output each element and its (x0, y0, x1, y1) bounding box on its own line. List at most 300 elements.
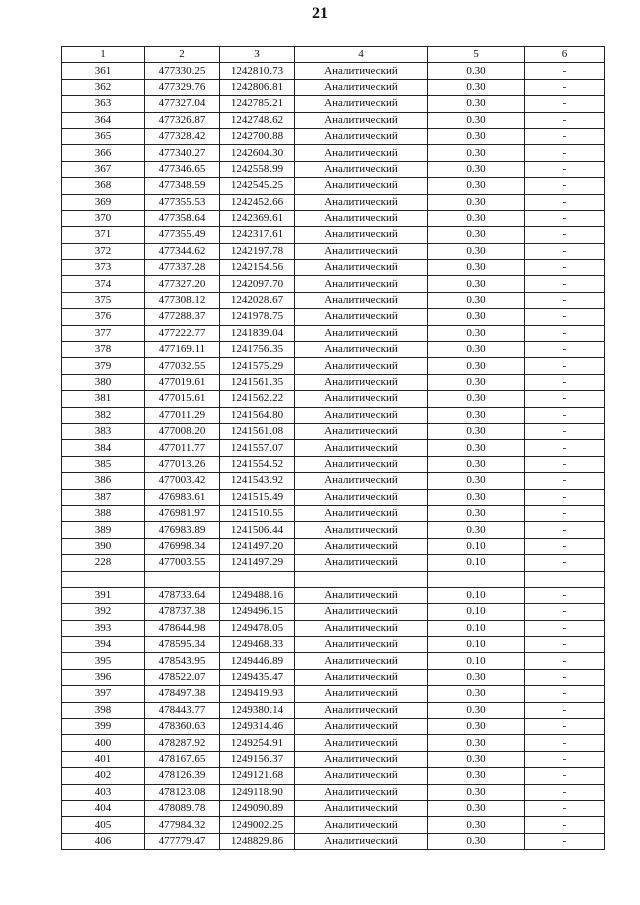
note-cell: - (525, 538, 605, 554)
y-coordinate-cell: 1248829.86 (220, 833, 295, 849)
x-coordinate-cell: 477355.49 (145, 227, 220, 243)
point-number-cell (62, 571, 145, 587)
table-row (62, 423, 605, 439)
point-number-cell: 369 (62, 194, 145, 210)
method-cell: Аналитический (295, 145, 428, 161)
accuracy-cell: 0.30 (428, 325, 525, 341)
point-number-cell: 399 (62, 719, 145, 735)
note-cell: - (525, 833, 605, 849)
method-cell: Аналитический (295, 555, 428, 571)
method-cell: Аналитический (295, 604, 428, 620)
method-cell: Аналитический (295, 702, 428, 718)
x-coordinate-cell: 477344.62 (145, 243, 220, 259)
x-coordinate-cell: 477355.53 (145, 194, 220, 210)
point-number-cell: 228 (62, 555, 145, 571)
y-coordinate-cell: 1249121.68 (220, 768, 295, 784)
accuracy-cell: 0.30 (428, 719, 525, 735)
method-cell: Аналитический (295, 768, 428, 784)
y-coordinate-cell: 1242748.62 (220, 112, 295, 128)
x-coordinate-cell (145, 571, 220, 587)
y-coordinate-cell: 1241557.07 (220, 440, 295, 456)
point-number-cell: 364 (62, 112, 145, 128)
accuracy-cell: 0.10 (428, 620, 525, 636)
note-cell: - (525, 79, 605, 95)
x-coordinate-cell: 477003.55 (145, 555, 220, 571)
table-row (62, 325, 605, 341)
method-cell: Аналитический (295, 653, 428, 669)
method-cell: Аналитический (295, 227, 428, 243)
note-cell: - (525, 719, 605, 735)
table-row (62, 489, 605, 505)
method-cell: Аналитический (295, 817, 428, 833)
note-cell: - (525, 96, 605, 112)
accuracy-cell: 0.30 (428, 391, 525, 407)
point-number-cell: 372 (62, 243, 145, 259)
x-coordinate-cell: 477003.42 (145, 473, 220, 489)
method-cell: Аналитический (295, 620, 428, 636)
note-cell: - (525, 358, 605, 374)
table-row (62, 653, 605, 669)
y-coordinate-cell: 1242097.70 (220, 276, 295, 292)
method-cell: Аналитический (295, 309, 428, 325)
table-header-row (62, 47, 605, 63)
point-number-cell: 403 (62, 784, 145, 800)
accuracy-cell: 0.30 (428, 292, 525, 308)
note-cell: - (525, 243, 605, 259)
x-coordinate-cell: 476981.97 (145, 505, 220, 521)
note-cell: - (525, 768, 605, 784)
note-cell: - (525, 653, 605, 669)
note-cell: - (525, 702, 605, 718)
method-cell: Аналитический (295, 522, 428, 538)
accuracy-cell: 0.30 (428, 161, 525, 177)
point-number-cell: 398 (62, 702, 145, 718)
column-header-4: 4 (295, 47, 428, 63)
table-row (62, 620, 605, 636)
y-coordinate-cell: 1241515.49 (220, 489, 295, 505)
x-coordinate-cell: 477340.27 (145, 145, 220, 161)
method-cell: Аналитический (295, 669, 428, 685)
accuracy-cell: 0.30 (428, 456, 525, 472)
point-number-cell: 402 (62, 768, 145, 784)
note-cell: - (525, 391, 605, 407)
y-coordinate-cell: 1242369.61 (220, 210, 295, 226)
method-cell: Аналитический (295, 423, 428, 439)
point-number-cell: 390 (62, 538, 145, 554)
note-cell: - (525, 161, 605, 177)
method-cell: Аналитический (295, 260, 428, 276)
accuracy-cell: 0.30 (428, 784, 525, 800)
note-cell: - (525, 63, 605, 79)
method-cell: Аналитический (295, 276, 428, 292)
point-number-cell: 383 (62, 423, 145, 439)
note-cell: - (525, 456, 605, 472)
y-coordinate-cell: 1241978.75 (220, 309, 295, 325)
x-coordinate-cell: 477327.20 (145, 276, 220, 292)
y-coordinate-cell: 1249468.33 (220, 637, 295, 653)
note-cell: - (525, 292, 605, 308)
note-cell: - (525, 604, 605, 620)
point-number-cell: 365 (62, 128, 145, 144)
method-cell: Аналитический (295, 96, 428, 112)
table-row (62, 63, 605, 79)
accuracy-cell: 0.30 (428, 243, 525, 259)
point-number-cell: 406 (62, 833, 145, 849)
note-cell: - (525, 194, 605, 210)
accuracy-cell: 0.30 (428, 473, 525, 489)
accuracy-cell: 0.30 (428, 178, 525, 194)
table-row (62, 374, 605, 390)
note-cell: - (525, 227, 605, 243)
method-cell: Аналитический (295, 391, 428, 407)
y-coordinate-cell: 1241510.55 (220, 505, 295, 521)
table-row (62, 505, 605, 521)
table-row (62, 784, 605, 800)
x-coordinate-cell: 478167.65 (145, 751, 220, 767)
table-row (62, 260, 605, 276)
table-row (62, 833, 605, 849)
table-row (62, 161, 605, 177)
point-number-cell: 381 (62, 391, 145, 407)
point-number-cell: 396 (62, 669, 145, 685)
table-row (62, 571, 605, 587)
method-cell: Аналитический (295, 210, 428, 226)
table-row (62, 112, 605, 128)
point-number-cell: 374 (62, 276, 145, 292)
y-coordinate-cell: 1249118.90 (220, 784, 295, 800)
accuracy-cell: 0.30 (428, 96, 525, 112)
note-cell: - (525, 309, 605, 325)
accuracy-cell: 0.30 (428, 800, 525, 816)
accuracy-cell (428, 571, 525, 587)
y-coordinate-cell: 1249478.05 (220, 620, 295, 636)
accuracy-cell: 0.30 (428, 702, 525, 718)
method-cell: Аналитический (295, 456, 428, 472)
y-coordinate-cell: 1241839.04 (220, 325, 295, 341)
x-coordinate-cell: 478595.34 (145, 637, 220, 653)
table-row (62, 456, 605, 472)
note-cell: - (525, 178, 605, 194)
y-coordinate-cell: 1241562.22 (220, 391, 295, 407)
point-number-cell: 377 (62, 325, 145, 341)
y-coordinate-cell: 1241564.80 (220, 407, 295, 423)
point-number-cell: 405 (62, 817, 145, 833)
note-cell: - (525, 522, 605, 538)
table-row (62, 276, 605, 292)
y-coordinate-cell: 1249314.46 (220, 719, 295, 735)
note-cell: - (525, 555, 605, 571)
y-coordinate-cell: 1242154.56 (220, 260, 295, 276)
table-row (62, 391, 605, 407)
x-coordinate-cell: 477337.28 (145, 260, 220, 276)
note-cell: - (525, 489, 605, 505)
table-row (62, 538, 605, 554)
note-cell: - (525, 800, 605, 816)
accuracy-cell: 0.30 (428, 358, 525, 374)
note-cell: - (525, 112, 605, 128)
x-coordinate-cell: 477222.77 (145, 325, 220, 341)
y-coordinate-cell: 1242028.67 (220, 292, 295, 308)
point-number-cell: 394 (62, 637, 145, 653)
accuracy-cell: 0.10 (428, 637, 525, 653)
accuracy-cell: 0.30 (428, 407, 525, 423)
note-cell: - (525, 423, 605, 439)
note-cell: - (525, 210, 605, 226)
table-row (62, 800, 605, 816)
point-number-cell: 400 (62, 735, 145, 751)
x-coordinate-cell: 476983.89 (145, 522, 220, 538)
x-coordinate-cell: 476998.34 (145, 538, 220, 554)
table-row (62, 473, 605, 489)
y-coordinate-cell (220, 571, 295, 587)
note-cell: - (525, 751, 605, 767)
y-coordinate-cell: 1241543.92 (220, 473, 295, 489)
method-cell: Аналитический (295, 178, 428, 194)
accuracy-cell: 0.30 (428, 669, 525, 685)
note-cell: - (525, 473, 605, 489)
method-cell: Аналитический (295, 489, 428, 505)
x-coordinate-cell: 477328.42 (145, 128, 220, 144)
y-coordinate-cell: 1242545.25 (220, 178, 295, 194)
note-cell: - (525, 637, 605, 653)
coordinates-table (61, 46, 605, 850)
y-coordinate-cell: 1241756.35 (220, 342, 295, 358)
method-cell: Аналитический (295, 63, 428, 79)
point-number-cell: 404 (62, 800, 145, 816)
note-cell: - (525, 686, 605, 702)
accuracy-cell: 0.30 (428, 817, 525, 833)
note-cell: - (525, 620, 605, 636)
x-coordinate-cell: 478126.39 (145, 768, 220, 784)
y-coordinate-cell: 1249156.37 (220, 751, 295, 767)
x-coordinate-cell: 477008.20 (145, 423, 220, 439)
y-coordinate-cell: 1249419.93 (220, 686, 295, 702)
x-coordinate-cell: 477329.76 (145, 79, 220, 95)
column-header-3: 3 (220, 47, 295, 63)
point-number-cell: 386 (62, 473, 145, 489)
note-cell: - (525, 276, 605, 292)
method-cell: Аналитический (295, 128, 428, 144)
method-cell: Аналитический (295, 538, 428, 554)
note-cell: - (525, 407, 605, 423)
accuracy-cell: 0.30 (428, 79, 525, 95)
accuracy-cell: 0.30 (428, 686, 525, 702)
point-number-cell: 370 (62, 210, 145, 226)
table-row (62, 194, 605, 210)
table-row (62, 768, 605, 784)
accuracy-cell: 0.10 (428, 555, 525, 571)
note-cell: - (525, 374, 605, 390)
accuracy-cell: 0.30 (428, 128, 525, 144)
y-coordinate-cell: 1241497.29 (220, 555, 295, 571)
point-number-cell: 367 (62, 161, 145, 177)
y-coordinate-cell: 1242197.78 (220, 243, 295, 259)
accuracy-cell: 0.30 (428, 423, 525, 439)
y-coordinate-cell: 1249380.14 (220, 702, 295, 718)
column-header-5: 5 (428, 47, 525, 63)
accuracy-cell: 0.30 (428, 145, 525, 161)
point-number-cell: 397 (62, 686, 145, 702)
x-coordinate-cell: 478733.64 (145, 587, 220, 603)
table-row (62, 227, 605, 243)
x-coordinate-cell: 477011.29 (145, 407, 220, 423)
accuracy-cell: 0.30 (428, 112, 525, 128)
method-cell: Аналитический (295, 112, 428, 128)
method-cell: Аналитический (295, 342, 428, 358)
method-cell: Аналитический (295, 751, 428, 767)
y-coordinate-cell: 1249488.16 (220, 587, 295, 603)
point-number-cell: 371 (62, 227, 145, 243)
table-row (62, 128, 605, 144)
note-cell: - (525, 260, 605, 276)
method-cell: Аналитический (295, 161, 428, 177)
accuracy-cell: 0.30 (428, 227, 525, 243)
method-cell: Аналитический (295, 735, 428, 751)
accuracy-cell: 0.30 (428, 751, 525, 767)
point-number-cell: 395 (62, 653, 145, 669)
point-number-cell: 392 (62, 604, 145, 620)
note-cell: - (525, 325, 605, 341)
accuracy-cell: 0.30 (428, 309, 525, 325)
column-header-1: 1 (62, 47, 145, 63)
y-coordinate-cell: 1249090.89 (220, 800, 295, 816)
accuracy-cell: 0.30 (428, 342, 525, 358)
method-cell: Аналитический (295, 407, 428, 423)
method-cell: Аналитический (295, 358, 428, 374)
method-cell: Аналитический (295, 79, 428, 95)
point-number-cell: 368 (62, 178, 145, 194)
x-coordinate-cell: 477032.55 (145, 358, 220, 374)
x-coordinate-cell: 478443.77 (145, 702, 220, 718)
y-coordinate-cell: 1242700.88 (220, 128, 295, 144)
table-row (62, 243, 605, 259)
page-number: 21 (312, 5, 328, 22)
point-number-cell: 401 (62, 751, 145, 767)
note-cell: - (525, 505, 605, 521)
table-row (62, 522, 605, 538)
point-number-cell: 382 (62, 407, 145, 423)
table-body (62, 63, 605, 850)
method-cell: Аналитический (295, 374, 428, 390)
table-row (62, 342, 605, 358)
x-coordinate-cell: 478123.08 (145, 784, 220, 800)
point-number-cell: 363 (62, 96, 145, 112)
accuracy-cell: 0.10 (428, 604, 525, 620)
table-row (62, 702, 605, 718)
table-row (62, 604, 605, 620)
x-coordinate-cell: 477358.64 (145, 210, 220, 226)
note-cell: - (525, 440, 605, 456)
table-row (62, 637, 605, 653)
table-row (62, 79, 605, 95)
point-number-cell: 380 (62, 374, 145, 390)
table-row (62, 440, 605, 456)
y-coordinate-cell: 1241575.29 (220, 358, 295, 374)
table-row (62, 358, 605, 374)
point-number-cell: 361 (62, 63, 145, 79)
point-number-cell: 373 (62, 260, 145, 276)
table-row (62, 719, 605, 735)
x-coordinate-cell: 478543.95 (145, 653, 220, 669)
y-coordinate-cell: 1242785.21 (220, 96, 295, 112)
x-coordinate-cell: 477327.04 (145, 96, 220, 112)
table-row (62, 178, 605, 194)
x-coordinate-cell: 477169.11 (145, 342, 220, 358)
method-cell: Аналитический (295, 833, 428, 849)
x-coordinate-cell: 477015.61 (145, 391, 220, 407)
accuracy-cell: 0.30 (428, 63, 525, 79)
method-cell: Аналитический (295, 243, 428, 259)
note-cell: - (525, 128, 605, 144)
x-coordinate-cell: 478497.38 (145, 686, 220, 702)
note-cell: - (525, 342, 605, 358)
x-coordinate-cell: 477779.47 (145, 833, 220, 849)
x-coordinate-cell: 477330.25 (145, 63, 220, 79)
note-cell: - (525, 784, 605, 800)
x-coordinate-cell: 477011.77 (145, 440, 220, 456)
x-coordinate-cell: 478089.78 (145, 800, 220, 816)
method-cell: Аналитический (295, 637, 428, 653)
method-cell: Аналитический (295, 800, 428, 816)
accuracy-cell: 0.10 (428, 538, 525, 554)
y-coordinate-cell: 1242558.99 (220, 161, 295, 177)
y-coordinate-cell: 1242317.61 (220, 227, 295, 243)
method-cell: Аналитический (295, 292, 428, 308)
x-coordinate-cell: 478737.38 (145, 604, 220, 620)
point-number-cell: 391 (62, 587, 145, 603)
table-row (62, 407, 605, 423)
note-cell: - (525, 735, 605, 751)
point-number-cell: 376 (62, 309, 145, 325)
accuracy-cell: 0.30 (428, 505, 525, 521)
accuracy-cell: 0.30 (428, 210, 525, 226)
accuracy-cell: 0.30 (428, 374, 525, 390)
y-coordinate-cell: 1249002.25 (220, 817, 295, 833)
table-row (62, 669, 605, 685)
method-cell: Аналитический (295, 440, 428, 456)
accuracy-cell: 0.30 (428, 440, 525, 456)
y-coordinate-cell: 1241561.35 (220, 374, 295, 390)
accuracy-cell: 0.30 (428, 276, 525, 292)
y-coordinate-cell: 1249446.89 (220, 653, 295, 669)
accuracy-cell: 0.30 (428, 260, 525, 276)
point-number-cell: 378 (62, 342, 145, 358)
x-coordinate-cell: 478522.07 (145, 669, 220, 685)
point-number-cell: 387 (62, 489, 145, 505)
x-coordinate-cell: 477984.32 (145, 817, 220, 833)
method-cell: Аналитический (295, 325, 428, 341)
y-coordinate-cell: 1242806.81 (220, 79, 295, 95)
y-coordinate-cell: 1241506.44 (220, 522, 295, 538)
accuracy-cell: 0.30 (428, 735, 525, 751)
point-number-cell: 393 (62, 620, 145, 636)
table-row (62, 587, 605, 603)
x-coordinate-cell: 478287.92 (145, 735, 220, 751)
point-number-cell: 379 (62, 358, 145, 374)
y-coordinate-cell: 1242604.30 (220, 145, 295, 161)
note-cell: - (525, 587, 605, 603)
table-row (62, 96, 605, 112)
table-row (62, 735, 605, 751)
method-cell: Аналитический (295, 719, 428, 735)
point-number-cell: 384 (62, 440, 145, 456)
method-cell: Аналитический (295, 686, 428, 702)
accuracy-cell: 0.30 (428, 522, 525, 538)
y-coordinate-cell: 1241497.20 (220, 538, 295, 554)
x-coordinate-cell: 477288.37 (145, 309, 220, 325)
method-cell (295, 571, 428, 587)
column-header-2: 2 (145, 47, 220, 63)
